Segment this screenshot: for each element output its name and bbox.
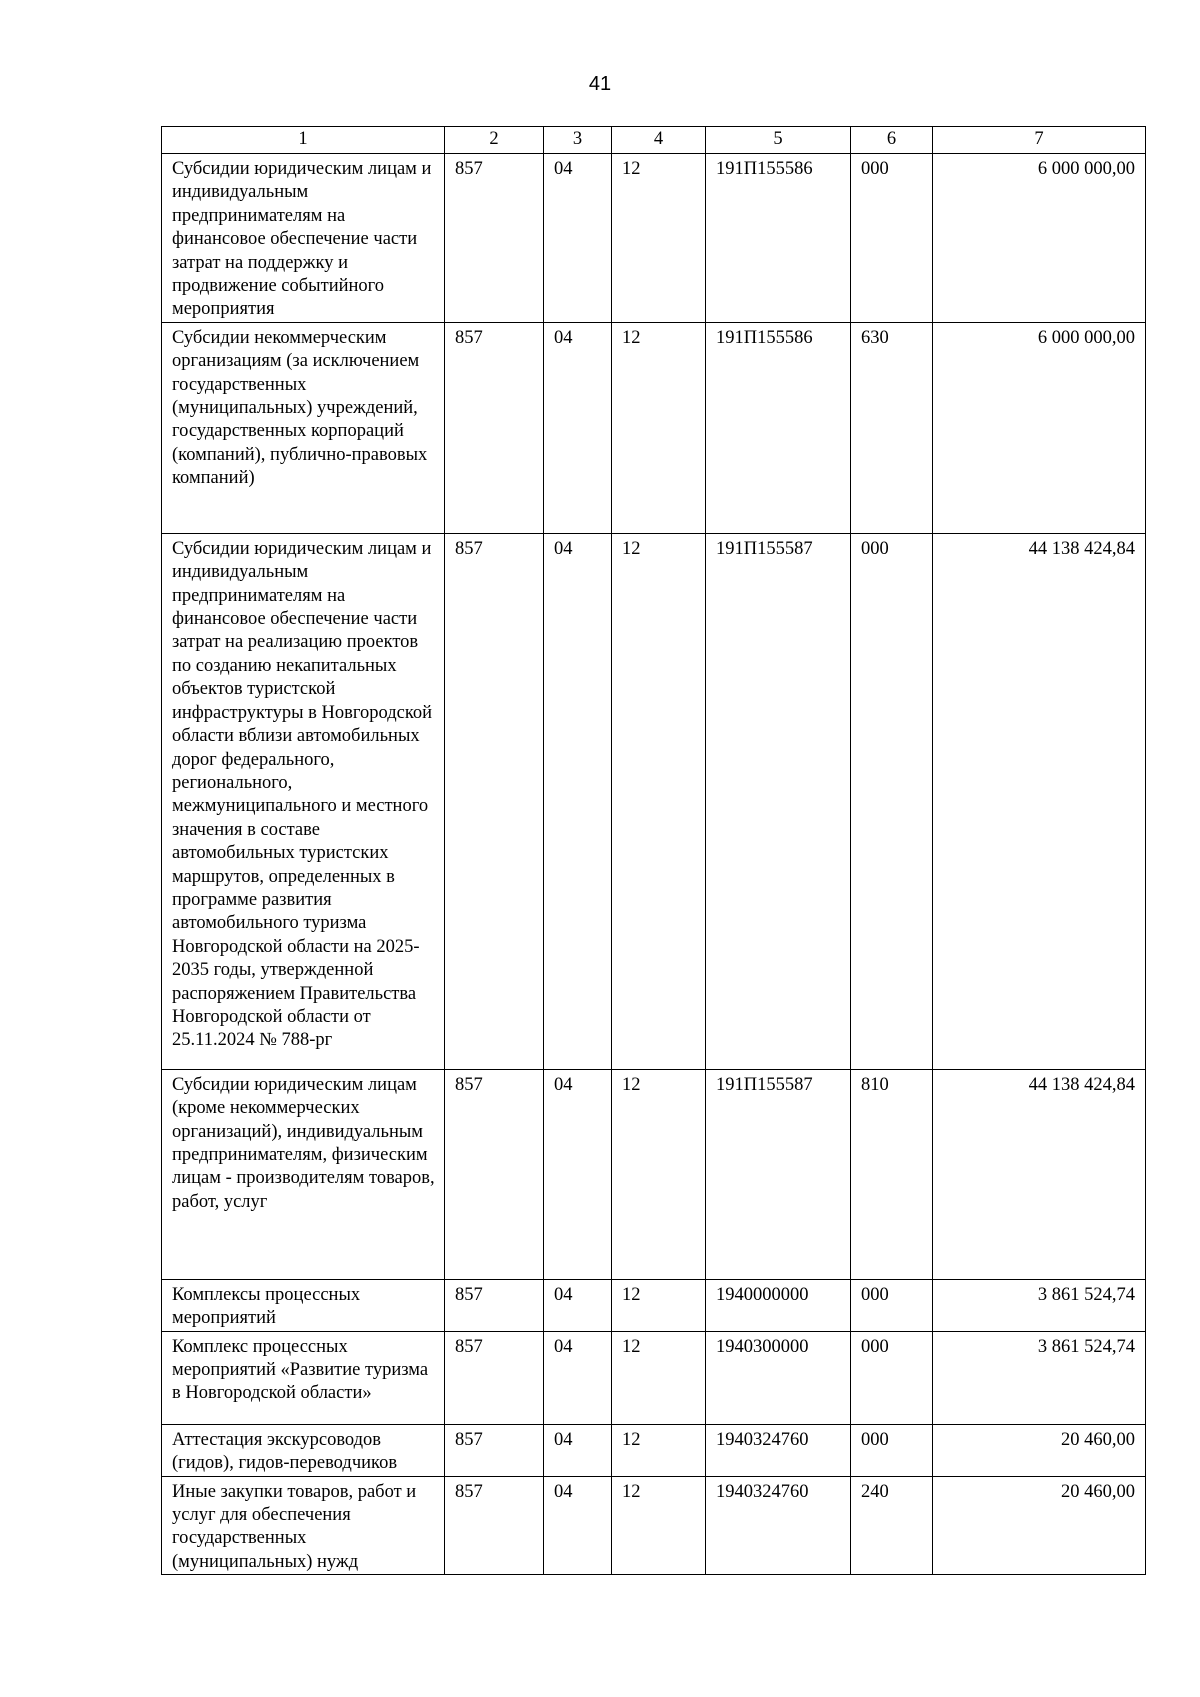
row-vr: 000 <box>851 1331 933 1424</box>
row-sum: 6 000 000,00 <box>933 154 1146 323</box>
row-gr: 857 <box>445 322 544 533</box>
row-name: Субсидии юридическим лицам (кроме некоммерческих организаций), индивидуальным предпринимателям, физическим лицам - производителям товаров, работ, услуг <box>162 1069 445 1279</box>
row-gr: 857 <box>445 533 544 1069</box>
row-sum: 20 460,00 <box>933 1424 1146 1476</box>
row-gr: 857 <box>445 154 544 323</box>
budget-table <box>161 126 1146 1575</box>
row-vr: 000 <box>851 1424 933 1476</box>
table-row <box>162 1069 1146 1279</box>
row-csr: 191П155586 <box>706 154 851 323</box>
row-pr: 12 <box>612 1279 706 1331</box>
column-header-4: 4 <box>612 127 706 154</box>
row-pr: 12 <box>612 1424 706 1476</box>
row-rz: 04 <box>544 154 612 323</box>
row-rz: 04 <box>544 322 612 533</box>
row-sum: 3 861 524,74 <box>933 1331 1146 1424</box>
row-csr: 191П155587 <box>706 533 851 1069</box>
table-header-row <box>162 127 1146 154</box>
row-rz: 04 <box>544 1424 612 1476</box>
column-header-7: 7 <box>933 127 1146 154</box>
row-csr: 1940324760 <box>706 1424 851 1476</box>
row-csr: 191П155586 <box>706 322 851 533</box>
column-header-3: 3 <box>544 127 612 154</box>
row-pr: 12 <box>612 1476 706 1575</box>
row-name: Субсидии некоммерческим организациям (за исключением государственных (муниципальных) учреждений, государственных корпораций (компаний), публично-правовых компаний) <box>162 322 445 533</box>
row-rz: 04 <box>544 1331 612 1424</box>
row-sum: 3 861 524,74 <box>933 1279 1146 1331</box>
row-csr: 1940000000 <box>706 1279 851 1331</box>
row-vr: 630 <box>851 322 933 533</box>
row-gr: 857 <box>445 1331 544 1424</box>
row-gr: 857 <box>445 1069 544 1279</box>
row-rz: 04 <box>544 533 612 1069</box>
row-gr: 857 <box>445 1476 544 1575</box>
row-csr: 1940324760 <box>706 1476 851 1575</box>
row-sum: 44 138 424,84 <box>933 1069 1146 1279</box>
table-row <box>162 533 1146 1069</box>
page-number: 41 <box>588 73 612 95</box>
row-name: Субсидии юридическим лицам и индивидуальным предпринимателям на финансовое обеспечение части затрат на поддержку и продвижение событийного мероприятия <box>162 154 445 323</box>
column-header-2: 2 <box>445 127 544 154</box>
row-pr: 12 <box>612 1331 706 1424</box>
row-rz: 04 <box>544 1279 612 1331</box>
table-row <box>162 1331 1146 1424</box>
row-pr: 12 <box>612 154 706 323</box>
row-pr: 12 <box>612 322 706 533</box>
row-csr: 1940300000 <box>706 1331 851 1424</box>
column-header-6: 6 <box>851 127 933 154</box>
row-sum: 6 000 000,00 <box>933 322 1146 533</box>
row-vr: 810 <box>851 1069 933 1279</box>
row-rz: 04 <box>544 1476 612 1575</box>
column-header-5: 5 <box>706 127 851 154</box>
row-name: Аттестация экскурсоводов (гидов), гидов-переводчиков <box>162 1424 445 1476</box>
row-pr: 12 <box>612 1069 706 1279</box>
row-gr: 857 <box>445 1279 544 1331</box>
row-name: Комплексы процессных мероприятий <box>162 1279 445 1331</box>
row-name: Субсидии юридическим лицам и индивидуальным предпринимателям на финансовое обеспечение части затрат на реализацию проектов по созданию некапитальных объектов туристской инфраструктуры в Новгородской области вблизи автомобильных дорог федерального, регионального, межмуниципального и местного значения в составе автомобильных туристских маршрутов, определенных в программе развития автомобильного туризма Новгородской области на 2025-2035 годы, утвержденной распоряжением Правительства Новгородской области от 25.11.2024 № 788-рг <box>162 533 445 1069</box>
row-vr: 000 <box>851 1279 933 1331</box>
table-row <box>162 1476 1146 1575</box>
row-sum: 20 460,00 <box>933 1476 1146 1575</box>
row-name: Комплекс процессных мероприятий «Развитие туризма в Новгородской области» <box>162 1331 445 1424</box>
row-rz: 04 <box>544 1069 612 1279</box>
table-row <box>162 1424 1146 1476</box>
column-header-1: 1 <box>162 127 445 154</box>
row-vr: 000 <box>851 533 933 1069</box>
row-pr: 12 <box>612 533 706 1069</box>
row-vr: 000 <box>851 154 933 323</box>
row-vr: 240 <box>851 1476 933 1575</box>
table-row <box>162 1279 1146 1331</box>
row-sum: 44 138 424,84 <box>933 533 1146 1069</box>
row-csr: 191П155587 <box>706 1069 851 1279</box>
table-row <box>162 322 1146 533</box>
row-gr: 857 <box>445 1424 544 1476</box>
row-name: Иные закупки товаров, работ и услуг для обеспечения государственных (муниципальных) нужд <box>162 1476 445 1575</box>
table-row <box>162 154 1146 323</box>
